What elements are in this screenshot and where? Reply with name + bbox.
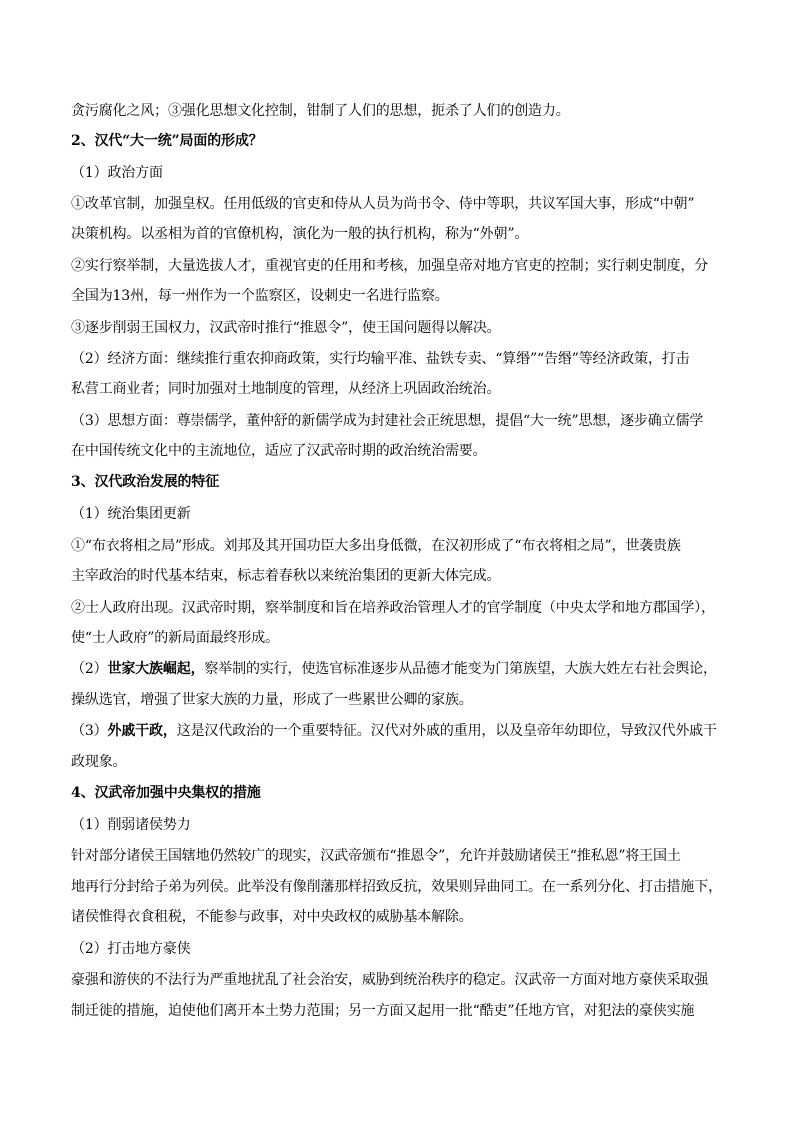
item-number: （2） (71, 661, 108, 677)
subheading-economic: （2）经济方面： (71, 351, 177, 367)
paragraph-line: 贪污腐化之风；③强化思想文化控制，钳制了人们的思想，扼杀了人们的创造力。 (71, 103, 570, 119)
paragraph-economic (71, 349, 731, 369)
paragraph-line: 全国为13州，每一州作为一个监察区，设刺史一名进行监察。 (71, 288, 449, 304)
subheading-thought: （3）思想方面： (71, 413, 177, 429)
paragraph-line: 使“士人政府”的新局面最终形成。 (71, 630, 279, 646)
paragraph-line: ②士人政府出现。汉武帝时期，察举制度和旨在培养政治管理人才的官学制度（中央太学和地方郡国学）， (71, 600, 715, 616)
paragraph-line: 豪强和游侠的不法行为严重地扰乱了社会治安，威胁到统治秩序的稳定。汉武帝一方面对地方豪侠采取强 (71, 972, 709, 988)
item-number: （3） (71, 723, 108, 739)
subheading-ruling-group: （1）统治集团更新 (71, 506, 191, 522)
paragraph-line: 制迁徙的措施，迫使他们离开本土势力范围；另一方面又起用一批“酷吏”任地方官，对犯法的豪侠实施 (71, 1003, 695, 1019)
paragraph-text: 察举制的实行，使选官标准逐步从品德才能变为门第族望，大族大姓左右社会舆论， (204, 661, 717, 677)
subheading-consort-clans: 外戚干政， (107, 723, 177, 739)
paragraph-line: ①“布衣将相之局”形成。刘邦及其开国功臣大多出身低微，在汉初形成了“布衣将相之局”，世袭贵族 (71, 538, 681, 554)
paragraph-great-families (71, 659, 731, 679)
paragraph-line: ①改革官制，加强皇权。任用低级的官吏和侍从人员为尚书令、侍中等职，共议军国大事，形成“中朝” (71, 196, 695, 212)
paragraph-consort-clans (71, 721, 731, 741)
paragraph-text: 继续推行重农抑商政策，实行均输平准、盐铁专卖、“算缗”“告缗”等经济政策，打击 (176, 351, 690, 367)
paragraph-line: 政现象。 (71, 754, 127, 770)
section-heading-3: 3、汉代政治发展的特征 (71, 474, 220, 490)
subheading-local-tyrants: （2）打击地方豪侠 (71, 941, 191, 957)
paragraph-line: 私营工商业者；同时加强对土地制度的管理，从经济上巩固政治统治。 (71, 381, 501, 397)
paragraph-thought (71, 411, 731, 431)
paragraph-line: 操纵选官，增强了世家大族的力量，形成了一些累世公卿的家族。 (71, 692, 473, 708)
subheading-political: （1）政治方面 (71, 165, 163, 181)
paragraph-line: 主宰政治的时代基本结束，标志着春秋以来统治集团的更新大体完成。 (71, 568, 501, 584)
paragraph-text: 尊崇儒学，董仲舒的新儒学成为封建社会正统思想，提倡“大一统”思想，逐步确立儒学 (176, 413, 704, 429)
paragraph-line: 在中国传统文化中的主流地位，适应了汉武帝时期的政治统治需要。 (71, 443, 487, 459)
paragraph-line: 诸侯惟得衣食租税，不能参与政事，对中央政权的威胁基本解除。 (71, 909, 473, 925)
subheading-great-families: 世家大族崛起， (107, 661, 205, 677)
paragraph-line: 地再行分封给子弟为列侯。此举没有像削藩那样招致反抗，效果则异曲同工。在一系列分化、打击措施下， (71, 879, 722, 895)
section-heading-2: 2、汉代“大一统”局面的形成？ (71, 133, 263, 149)
paragraph-line: 针对部分诸侯王国辖地仍然较广的现实，汉武帝颁布“推恩令”，允许并鼓励诸侯王“推私恩”将王国土 (71, 848, 681, 864)
paragraph-line: 决策机构。以丞相为首的官僚机构，演化为一般的执行机构，称为“外朝”。 (71, 226, 529, 242)
paragraph-line: ②实行察举制，大量选拔人才，重视官吏的任用和考核，加强皇帝对地方官吏的控制；实行刺史制度，分 (71, 258, 709, 274)
subheading-weaken-vassals: （1）削弱诸侯势力 (71, 817, 191, 833)
section-heading-4: 4、汉武帝加强中央集权的措施 (71, 785, 261, 801)
paragraph-line: ③逐步削弱王国权力，汉武帝时推行“推恩令”，使王国问题得以解决。 (71, 320, 501, 336)
paragraph-text: 这是汉代政治的一个重要特征。汉代对外戚的重用，以及皇帝年幼即位，导致汉代外戚干 (176, 723, 717, 739)
